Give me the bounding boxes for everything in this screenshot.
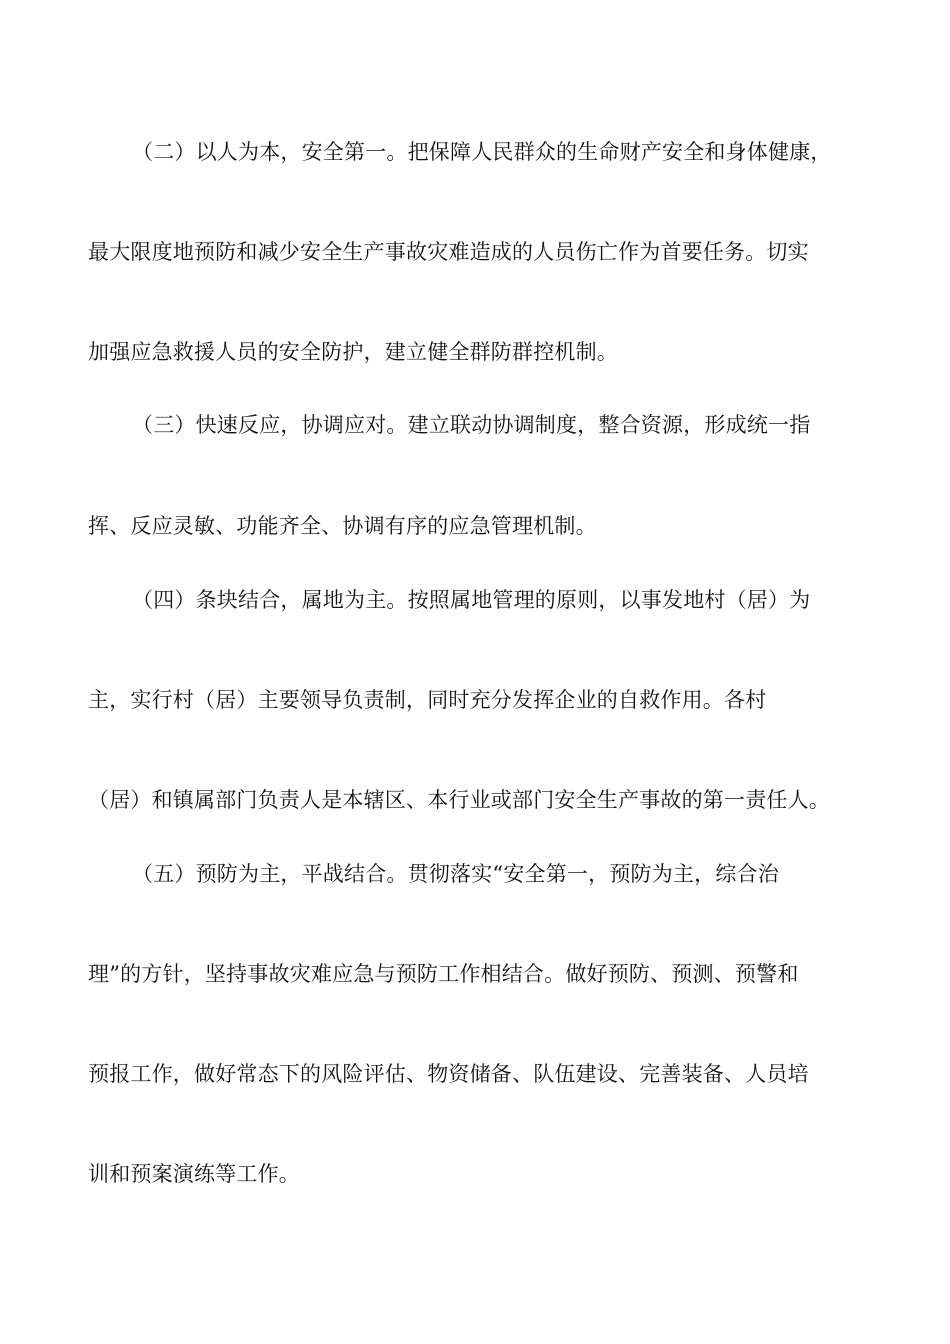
paragraph-5-line-4: 训和预案演练等工作。 xyxy=(88,1162,300,1186)
paragraph-2-line-1: （二）以人为本，安全第一。把保障人民群众的生命财产安全和身体健康， xyxy=(132,140,832,164)
paragraph-2-line-2: 最大限度地预防和减少安全生产事故灾难造成的人员伤亡作为首要任务。切实 xyxy=(88,240,809,264)
paragraph-5-line-2: 理”的方针，坚持事故灾难应急与预防工作相结合。做好预防、预测、预警和 xyxy=(88,962,799,986)
paragraph-2-line-3: 加强应急救援人员的安全防护，建立健全群防群控机制。 xyxy=(88,340,618,364)
paragraph-3-line-1: （三）快速反应，协调应对。建立联动协调制度，整合资源，形成统一指 xyxy=(132,413,811,437)
paragraph-4-line-1: （四）条块结合，属地为主。按照属地管理的原则，以事发地村（居）为 xyxy=(132,588,811,612)
paragraph-3-line-2: 挥、反应灵敏、功能齐全、协调有序的应急管理机制。 xyxy=(88,514,597,538)
paragraph-4-line-3: （居）和镇属部门负责人是本辖区、本行业或部门安全生产事故的第一责任人。 xyxy=(88,788,830,812)
paragraph-5-line-1: （五）预防为主，平战结合。贯彻落实“安全第一，预防为主，综合治 xyxy=(132,862,779,886)
paragraph-4-line-2: 主，实行村（居）主要领导负责制，同时充分发挥企业的自救作用。各村 xyxy=(88,688,767,712)
paragraph-5-line-3: 预报工作，做好常态下的风险评估、物资储备、队伍建设、完善装备、人员培 xyxy=(88,1062,809,1086)
